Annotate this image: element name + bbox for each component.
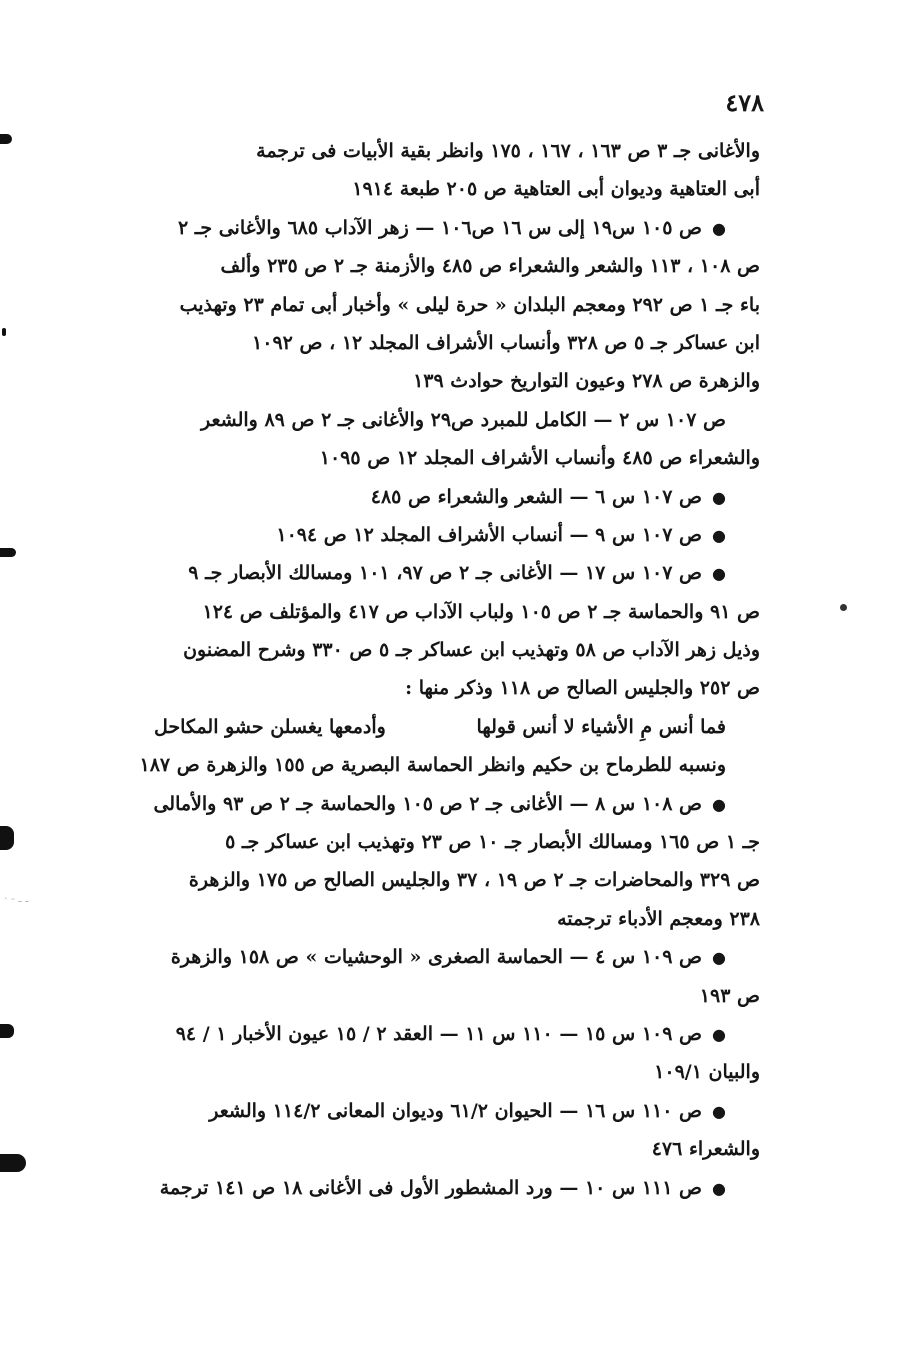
reference-entry [108,1169,760,1207]
margin-smudge: · - ـ ـ [4,892,29,905]
line-text: ص ١٠٩ س ٤ — الحماسة الصغرى « الوحشيات » ص ١٥٨ والزهرة [170,946,703,969]
bullet-icon: ● [712,564,726,584]
text-line [108,516,760,554]
text-line [108,286,760,324]
bullet-icon: ● [712,487,726,507]
verse-second-hemistich: وأدمعها يغسلن حشو المكاحل [154,715,386,738]
footnotes-text [108,132,760,1207]
text-line [108,977,760,1015]
text-line [108,1053,760,1091]
text-line [108,785,760,823]
text-line [108,938,760,976]
text-line [108,861,760,899]
text-line [108,823,760,861]
margin-ink-mark [0,826,14,850]
reference-entry [108,516,760,554]
line-text: ص ١٠٧ س ٢ — الكامل للمبرد ص٢٩ والأغانى جـ ٢ ص ٨٩ والشعر [201,408,726,431]
reference-entry [108,1015,760,1092]
line-text: ابن عساكر جـ ٥ ص ٣٢٨ وأنساب الأشراف المجلد ١٢ ، ص ١٠٩٢ [252,331,760,354]
line-text: أبى العتاهية وديوان أبى العتاهية ص ٢٠٥ طبعة ١٩١٤ [352,178,760,201]
page-number: ٤٧٨ [725,88,764,117]
line-text: والشعراء ص ٤٨٥ وأنساب الأشراف المجلد ١٢ ص ١٠٩٥ [319,447,760,470]
line-text: ص ١٠٧ س ١٧ — الأغانى جـ ٢ ص ٩٧، ١٠١ ومسالك الأبصار جـ ٩ [188,562,703,585]
reference-entry [108,209,760,401]
verse-line [108,708,760,746]
line-text: ص ١٩٣ [699,984,760,1007]
text-line [108,247,760,285]
margin-ink-mark [0,548,16,557]
text-line [108,132,760,170]
reference-entry [108,554,760,708]
reference-entry [108,746,760,784]
text-line [108,669,760,707]
reference-entry [108,132,760,209]
ink-dot [840,604,847,611]
text-line [108,209,760,247]
text-line [108,478,760,516]
bullet-icon: ● [712,1101,726,1121]
margin-ink-mark [0,134,12,144]
reference-entry [108,1092,760,1169]
bullet-icon: ● [712,525,726,545]
line-text: والبيان ١٠٩/١ [654,1061,760,1084]
text-line [108,631,760,669]
line-text: ص ١١٠ س ١٦ — الحيوان ٦١/٢ وديوان المعانى ١١٤/٢ والشعر [209,1099,703,1122]
reference-entry [108,478,760,516]
bullet-icon: ● [712,794,726,814]
line-text: ص ٢٥٢ والجليس الصالح ص ١١٨ وذكر منها : [405,677,760,700]
reference-entry [108,401,760,478]
line-text: والأغانى جـ ٣ ص ١٦٣ ، ١٦٧ ، ١٧٥ وانظر بقية الأبيات فى ترجمة [256,140,760,162]
bullet-icon: ● [712,218,726,238]
bullet-icon: ● [712,1024,726,1044]
line-text: ص ١٠٧ س ٩ — أنساب الأشراف المجلد ١٢ ص ١٠٩٤ [276,523,703,546]
verse-first-hemistich: فما أنس مِ الأشياء لا أنس قولها [476,715,726,738]
line-text: ونسبه للطرماح بن حكيم وانظر الحماسة البصرية ص ١٥٥ والزهرة ص ١٨٧ [139,754,726,777]
bullet-icon: ● [712,1178,726,1198]
margin-ink-mark [0,1154,26,1172]
line-text: ص ١٠٧ س ٦ — الشعر والشعراء ص ٤٨٥ [370,485,703,508]
text-line [108,1169,760,1207]
line-text: وذيل زهر الآداب ص ٥٨ وتهذيب ابن عساكر جـ ٥ ص ٣٣٠ وشرح المضنون [183,639,760,662]
line-text: باء جـ ١ ص ٢٩٢ ومعجم البلدان « حرة ليلى » وأخبار أبى تمام ٢٣ وتهذيب [179,293,760,316]
text-line [108,593,760,631]
line-text: ص ١٠٨ ، ١١٣ والشعر والشعراء ص ٤٨٥ والأزمنة جـ ٢ ص ٢٣٥ وألف [220,255,760,278]
line-text: والزهرة ص ٢٧٨ وعيون التواريخ حوادث ١٣٩ [413,370,760,393]
text-line [108,362,760,400]
text-line [108,554,760,592]
text-line [108,1015,760,1053]
margin-ink-mark [0,1024,14,1038]
margin-ink-mark [2,328,6,336]
reference-entry [108,938,760,1015]
line-text: ص ٩١ والحماسة جـ ٢ ص ١٠٥ ولباب الآداب ص ٤١٧ والمؤتلف ص ١٢٤ [202,600,760,623]
line-text: ٢٣٨ ومعجم الأدباء ترجمته [557,907,760,930]
text-line [108,170,760,208]
line-text: ص ١٠٨ س ٨ — الأغانى جـ ٢ ص ١٠٥ والحماسة جـ ٢ ص ٩٣ والأمالى [153,792,703,815]
text-line [108,324,760,362]
line-text: والشعراء ٤٧٦ [651,1138,760,1161]
text-line [108,401,760,439]
line-text: ص ٣٢٩ والمحاضرات جـ ٢ ص ١٩ ، ٣٧ والجليس الصالح ص ١٧٥ والزهرة [188,869,760,892]
line-text: ص ١١١ س ١٠ — ورد المشطور الأول فى الأغانى ١٨ ص ١٤١ ترجمة [159,1176,703,1199]
text-line [108,900,760,938]
text-line [108,746,760,784]
reference-entry [108,785,760,939]
text-line [108,439,760,477]
text-line [108,1092,760,1130]
text-line [108,1130,760,1168]
line-text: جـ ١ ص ١٦٥ ومسالك الأبصار جـ ١٠ ص ٢٣ وتهذيب ابن عساكر جـ ٥ [225,831,760,854]
bullet-icon: ● [712,948,726,968]
line-text: ص ١٠٥ س١٩ إلى س ١٦ ص١٠٦ — زهر الآداب ٦٨٥ والأغانى جـ ٢ [177,216,703,239]
line-text: ص ١٠٩ س ١٥ — ١١٠ س ١١ — العقد ٢ / ١٥ عيون الأخبار ١ / ٩٤ [175,1022,703,1045]
